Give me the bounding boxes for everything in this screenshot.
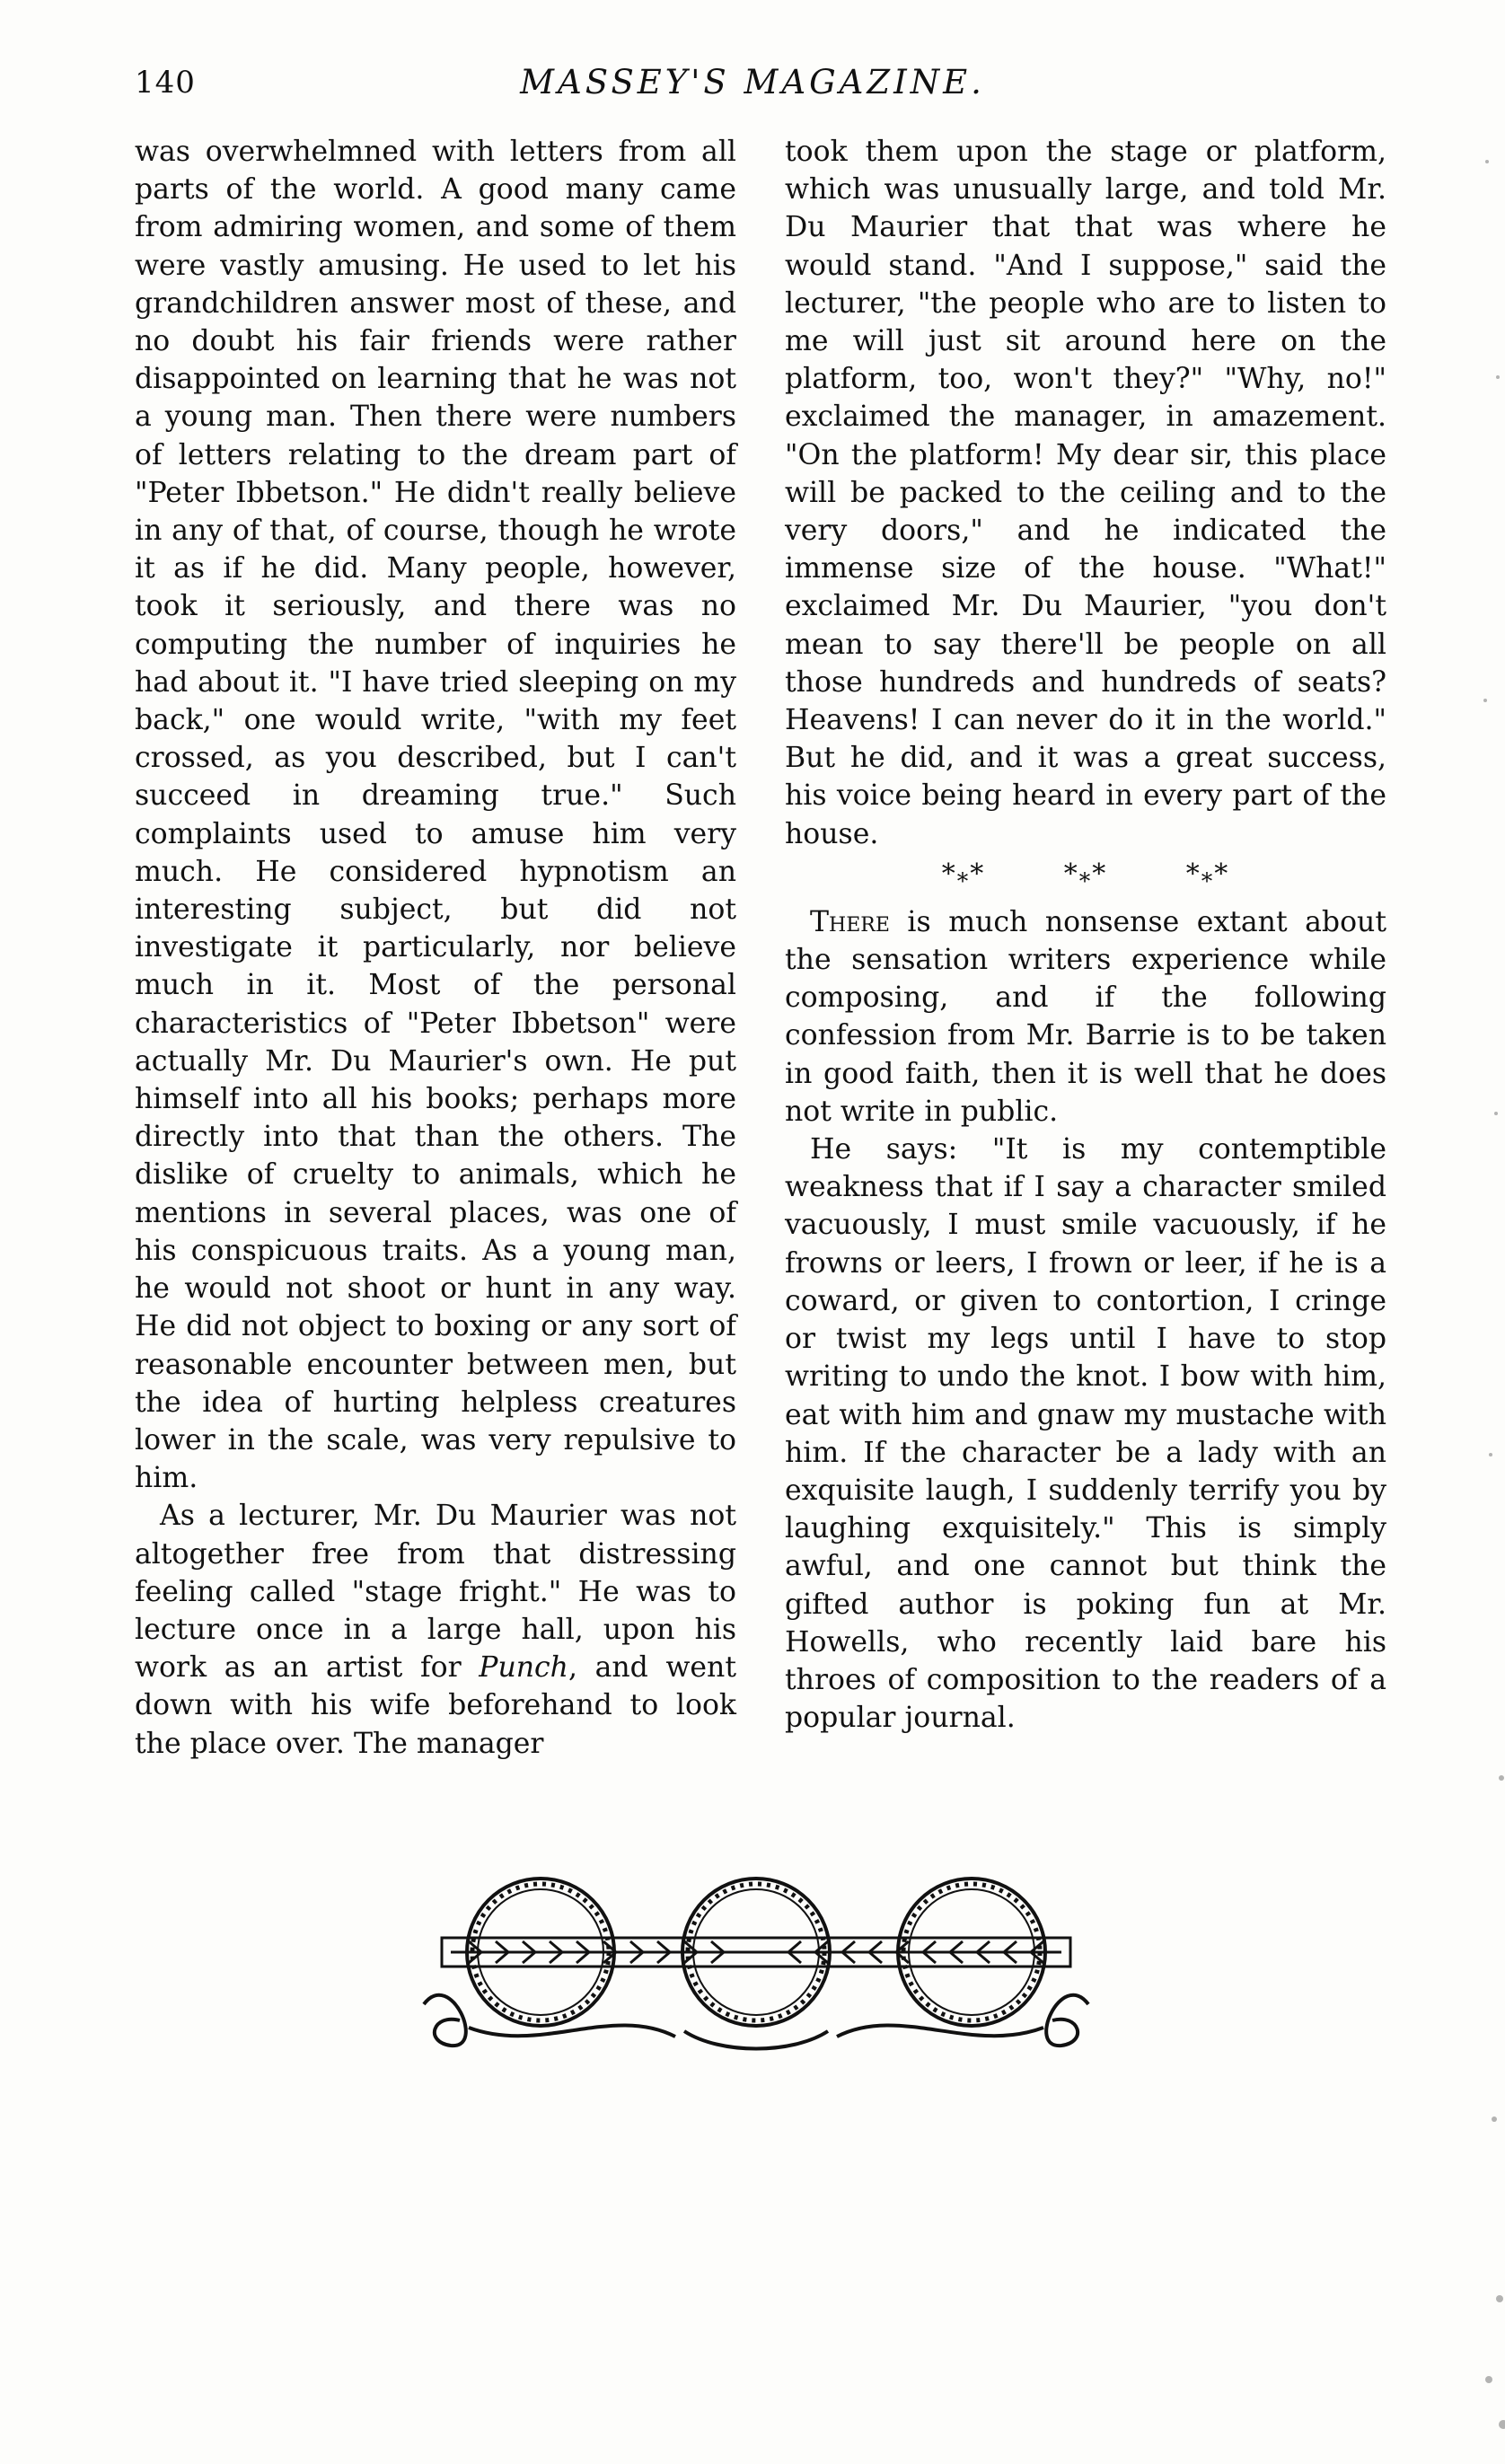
- right-paragraph-2-text: is much nonsense extant about the sensation writers experience while composing, and if the following confession from Mr. Barrie is to be taken in good faith, then it is well that he does not write in public.: [785, 905, 1386, 1128]
- punch-title: Punch: [479, 1651, 568, 1685]
- left-paragraph-2: [135, 1497, 736, 1762]
- left-column: [135, 133, 736, 1763]
- page-edge-speckle: [1451, 0, 1505, 2464]
- left-paragraph-2-text-a: As a lecturer, Mr. Du Maurier was not altogether free from that distressing feeling called "stage fright." He was to lecture once in a large hall, upon his work as an artist for: [135, 1500, 736, 1685]
- lead-word: There: [810, 905, 890, 938]
- right-column: [785, 133, 1386, 1737]
- running-head: MASSEY'S MAGAZINE.: [520, 63, 985, 101]
- left-paragraph-1: was overwhelmned with letters from all parts of the world. A good many came from admiring women, and some of them were vastly amusing. He used to let his grandchildren answer most of these, and no doubt his fair friends were rather disappointed on learning that he was not a young man. Then there were numbers of letters relating to the dream part of "Peter Ibbetson." He didn't really believe in any of that, of course, though he wrote it as if he did. Many people, however, took it seriously, and there was no computing the number of inquiries he had about it. "I have tried sleeping on my back," one would write, "with my feet crossed, as you described, but I can't succeed in dreaming true." Such complaints used to amuse him very much. He considered hypnotism an interesting subject, but did not investigate it particularly, nor believe much in it. Most of the personal characteristics of "Peter Ibbetson" were actually Mr. Du Maurier's own. He put himself into all his books; perhaps more directly into that than the others. The dislike of cruelty to animals, which he mentions in several places, was one of his conspicuous traits. As a young man, he would not shoot or hunt in any way. He did not object to boxing or any sort of reasonable encounter between men, but the idea of hurting helpless creatures lower in the scale, was very repulsive to him.: [135, 136, 736, 1495]
- asterism-1: $*_**$: [941, 858, 986, 894]
- page-number: 140: [135, 65, 196, 101]
- right-paragraph-3: He says: "It is my contemptible weakness that if I say a character smiled vacuously, I must smile vacuously, if he frowns or leers, I frown or leer, if he is a coward, or given to contortion, I cringe or twist my legs until I have to stop writing to undo the knot. I bow with him, eat with him and gnaw my mustache with him. If the character be a lady with an exquisite laugh, I suddenly terrify you by laughing exquisitely." This is simply awful, and one cannot but think the gifted author is poking fun at Mr. Howells, who recently laid bare his throes of composition to the readers of a popular journal.: [785, 1133, 1386, 1735]
- section-break-asterisms: [785, 853, 1386, 903]
- right-paragraph-2: [785, 903, 1386, 1131]
- left-paragraph-2-text-b: , and went down with his wife beforehand to look the place over. The manager: [135, 1651, 736, 1760]
- asterism-2: $*_**$: [1063, 858, 1108, 894]
- three-wreath-ornament-icon: [415, 1870, 1097, 2058]
- asterism-3: $*_**$: [1185, 858, 1230, 894]
- right-paragraph-1: took them upon the stage or platform, which was unusually large, and told Mr. Du Maurier that that was where he would stand. "And I suppose," said the lecturer, "the people who are to listen to me will just sit around here on the platform, too, won't they?" "Why, no!" exclaimed the manager, in amazement. "On the platform! My dear sir, this place will be packed to the ceiling and to the very doors," and he indicated the immense size of the house. "What!" exclaimed Mr. Du Maurier, "you don't mean to say there'll be people on all those hundreds and hundreds of seats? Heavens! I can never do it in the world." But he did, and it was a great success, his voice being heard in every part of the house.: [785, 136, 1386, 850]
